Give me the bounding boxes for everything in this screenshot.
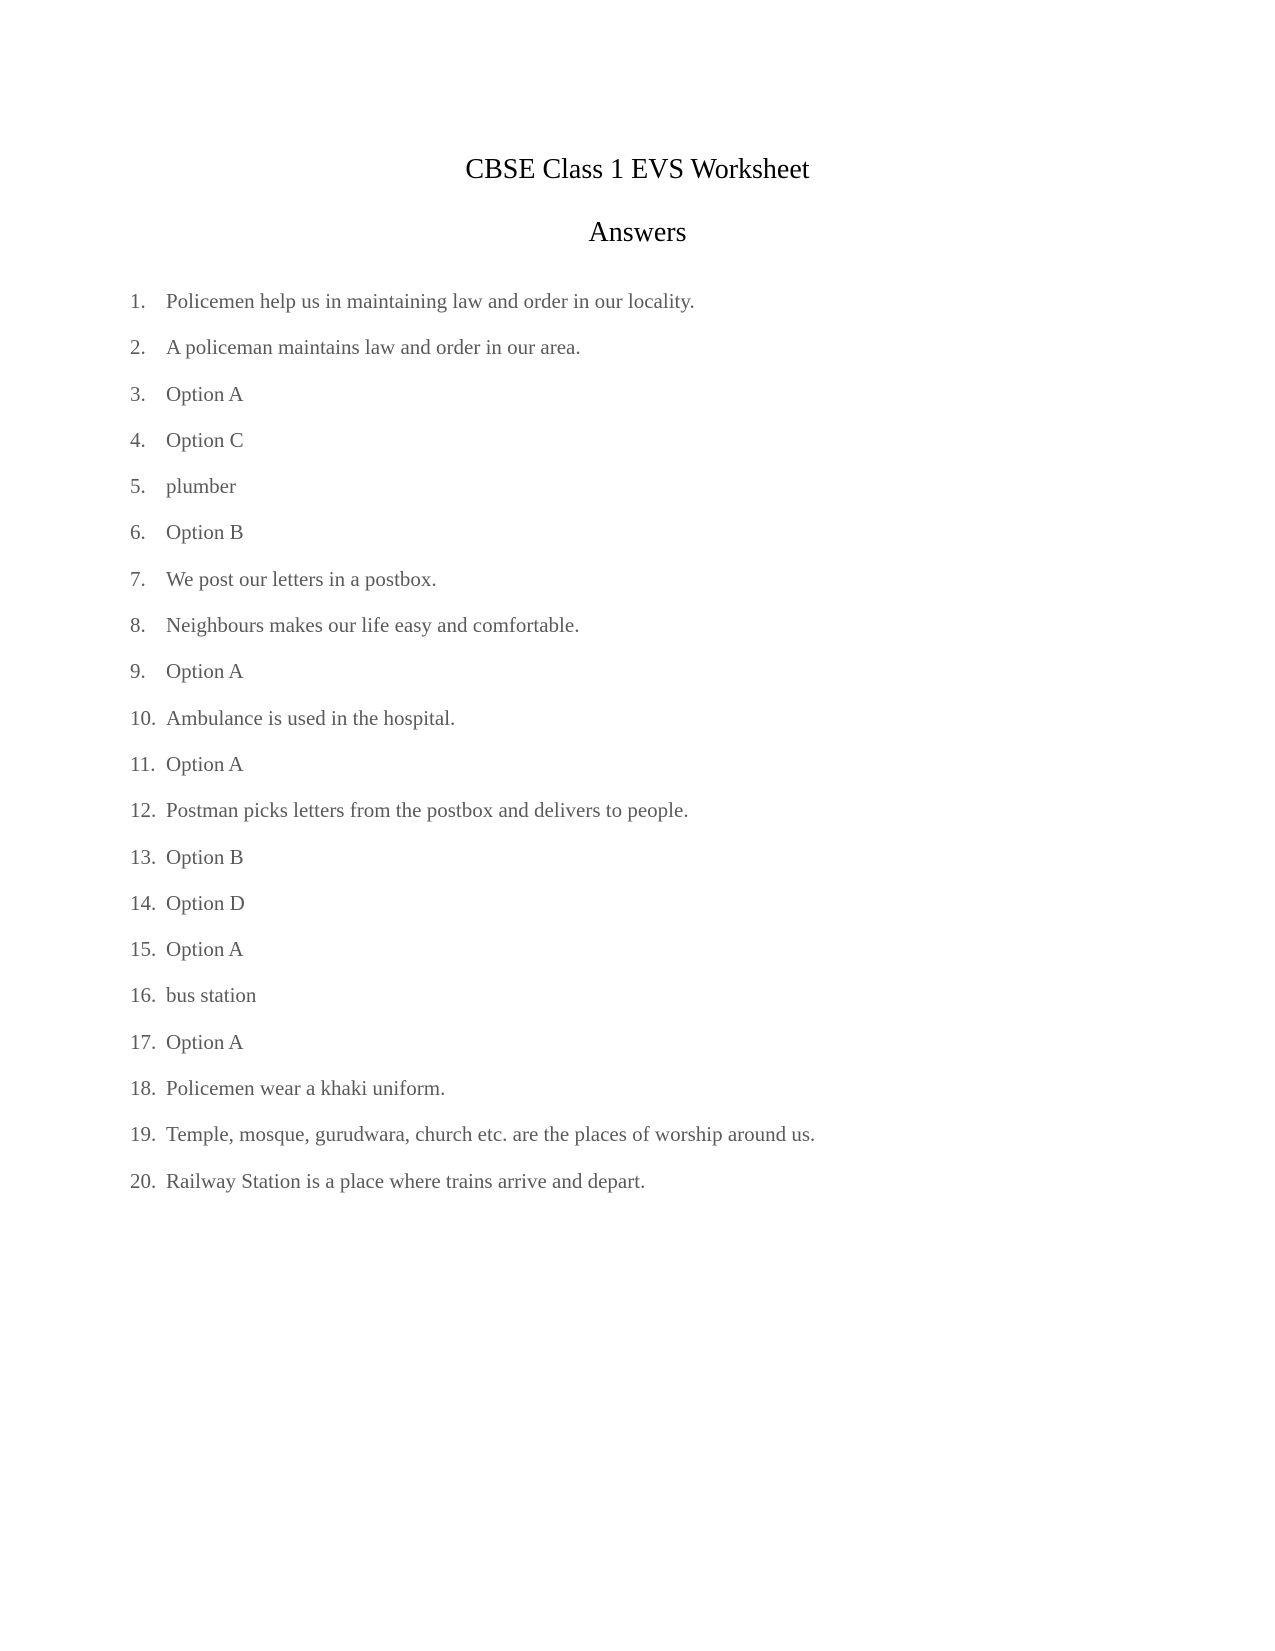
answer-item	[130, 614, 1180, 660]
answer-number: 1.	[130, 289, 146, 313]
answer-number: 17.	[130, 1029, 157, 1054]
answer-number: 2.	[130, 335, 146, 360]
answer-number: 9.	[130, 659, 146, 684]
answer-item	[130, 892, 1180, 938]
answer-text: bus station	[166, 983, 257, 1008]
answer-text: Policemen help us in maintaining law and order in our locality.	[166, 289, 695, 313]
answer-number: 10.	[130, 705, 157, 730]
answer-number: 20.	[130, 1168, 157, 1193]
answer-number: 16.	[130, 983, 157, 1008]
answer-item	[130, 568, 1180, 614]
answer-number: 11.	[130, 751, 156, 776]
page-subtitle: Answers	[588, 217, 687, 248]
answer-text: Railway Station is a place where trains arrive and depart.	[166, 1168, 646, 1193]
answers-list	[130, 290, 1180, 1216]
answer-number: 13.	[130, 844, 157, 869]
answer-number: 12.	[130, 798, 157, 823]
answer-number: 3.	[130, 381, 146, 406]
answer-item	[130, 1031, 1180, 1077]
answer-number: 15.	[130, 937, 157, 962]
answer-number: 7.	[130, 566, 146, 591]
answer-text: Option A	[166, 1029, 244, 1054]
answer-number: 5.	[130, 474, 146, 499]
answer-item	[130, 1170, 1180, 1216]
answer-number: 18.	[130, 1076, 157, 1101]
answer-item	[130, 753, 1180, 799]
answer-text: A policeman maintains law and order in our area.	[166, 335, 581, 360]
answer-text: Option A	[166, 937, 244, 962]
answer-number: 19.	[130, 1122, 157, 1147]
answer-text: Option C	[166, 427, 244, 452]
answer-text: Option B	[166, 844, 244, 869]
answer-item	[130, 799, 1180, 845]
answer-text: Option B	[166, 520, 244, 545]
answer-text: Option A	[166, 751, 244, 776]
answer-text: plumber	[166, 474, 236, 499]
answer-text: Option A	[166, 381, 244, 406]
answer-item	[130, 938, 1180, 984]
answer-text: We post our letters in a postbox.	[166, 566, 437, 591]
page-title: CBSE Class 1 EVS Worksheet	[465, 154, 810, 185]
answer-text: Postman picks letters from the postbox and delivers to people.	[166, 798, 689, 823]
answer-item	[130, 707, 1180, 753]
answer-text: Option D	[166, 890, 245, 915]
answer-item	[130, 1123, 1180, 1169]
answer-item	[130, 336, 1180, 382]
answer-item	[130, 660, 1180, 706]
answer-item	[130, 846, 1180, 892]
answer-item	[130, 1077, 1180, 1123]
answer-text: Temple, mosque, gurudwara, church etc. are the places of worship around us.	[166, 1122, 816, 1147]
answer-number: 14.	[130, 890, 157, 915]
answer-text: Ambulance is used in the hospital.	[166, 705, 456, 730]
answer-item	[130, 475, 1180, 521]
answer-item	[130, 290, 1180, 336]
answer-number: 8.	[130, 613, 146, 638]
answer-item	[130, 984, 1180, 1030]
answer-text: Policemen wear a khaki uniform.	[166, 1076, 446, 1101]
answer-number: 6.	[130, 520, 146, 545]
answer-item	[130, 429, 1180, 475]
answer-item	[130, 383, 1180, 429]
answer-text: Option A	[166, 659, 244, 684]
answer-text: Neighbours makes our life easy and comfortable.	[166, 613, 580, 638]
answer-item	[130, 521, 1180, 567]
answer-number: 4.	[130, 427, 146, 452]
